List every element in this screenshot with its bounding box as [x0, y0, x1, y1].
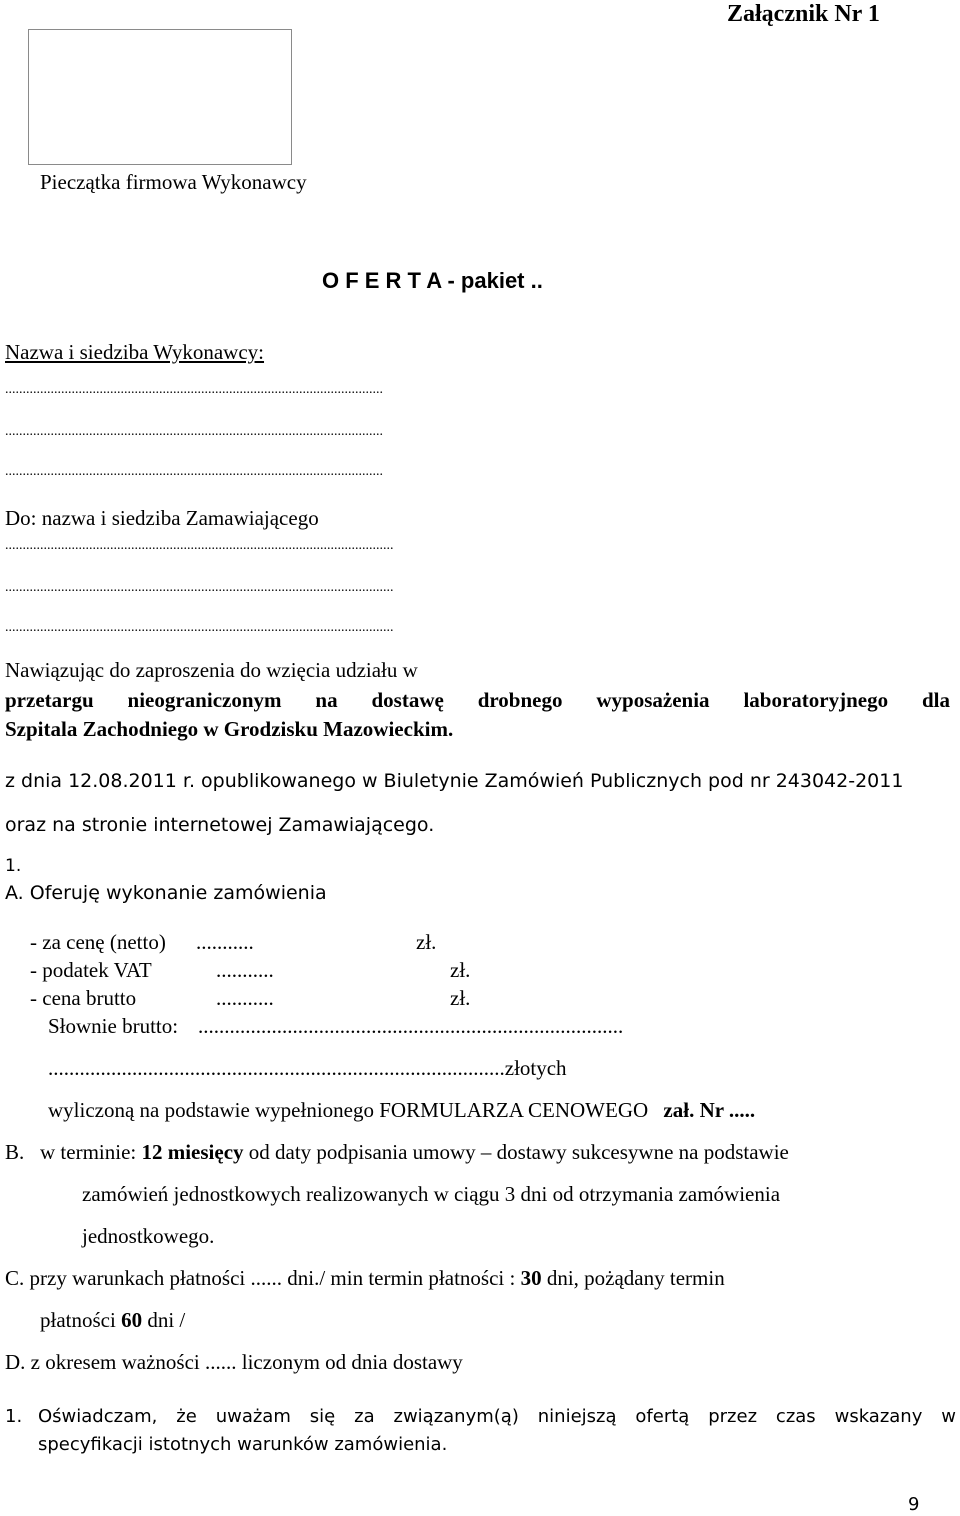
publication-info: z dnia 12.08.2011 r. opublikowanego w Biuletynie Zamówień Publicznych pod nr 243042-2011 [5, 770, 904, 792]
contractor-dotted-line-3: ............................................................................................................ [5, 464, 383, 479]
payment-terms-prefix: C. przy warunkach płatności ...... dni./ min termin płatności : [5, 1266, 521, 1290]
client-dotted-line-3: ............................................................................................................... [5, 620, 394, 635]
payment-terms-suffix: dni, pożądany termin [541, 1266, 725, 1290]
hospital-name: Szpitala Zachodniego w Grodzisku Mazowieckim. [5, 717, 454, 741]
declaration-number: 1. [5, 1406, 23, 1427]
attachment-label: Załącznik Nr 1 [727, 1, 880, 27]
amount-in-words-dots: ................................................................................. [198, 1014, 624, 1038]
page-number: 9 [908, 1494, 920, 1515]
amount-in-words-line-2: .......................................................................................złotych [48, 1056, 567, 1080]
preferred-payment-days: 60 [121, 1308, 143, 1332]
contractor-dotted-line-1: ............................................................................................................ [5, 382, 383, 397]
vat-label: - podatek VAT [30, 958, 152, 982]
section-a-heading: A. Oferuję wykonanie zamówienia [5, 882, 327, 904]
section-b-line-2: zamówień jednostkowych realizowanych w ciągu 3 dni od otrzymania zamówienia [82, 1182, 781, 1206]
delivery-term: 12 miesięcy [141, 1140, 244, 1164]
price-form-attachment: zał. Nr ..... [663, 1098, 756, 1122]
gross-price-label: - cena brutto [30, 986, 137, 1010]
section-b-letter: B. [5, 1140, 25, 1164]
section-c-line-2 [40, 1308, 185, 1333]
section-b-line-3: jednostkowego. [82, 1224, 215, 1248]
min-payment-days: 30 [520, 1266, 542, 1290]
declaration-line-1: Oświadczam, że uważam się za związanym(ą) niniejszą ofertą przez czas wskazany w [38, 1406, 956, 1427]
client-dotted-line-2: ............................................................................................................... [5, 580, 394, 595]
preferred-payment-prefix: płatności [40, 1308, 122, 1332]
publication-website: oraz na stronie internetowej Zamawiającego. [5, 814, 435, 836]
declaration-line-2: specyfikacji istotnych warunków zamówienia. [38, 1434, 448, 1455]
section-b-line-1 [40, 1140, 789, 1165]
gross-price-currency: zł. [450, 986, 471, 1010]
calculation-basis-text: wyliczoną na podstawie wypełnionego FORMULARZA CENOWEGO [48, 1098, 649, 1122]
gross-price-dots: ........... [216, 986, 274, 1010]
section-c-line-1 [5, 1266, 725, 1291]
point-number: 1. [5, 856, 22, 876]
vat-dots: ........... [216, 958, 274, 982]
client-dotted-line-1: ............................................................................................................... [5, 538, 394, 553]
vat-currency: zł. [450, 958, 471, 982]
section-b-prefix: w terminie: [40, 1140, 142, 1164]
net-price-currency: zł. [416, 930, 437, 954]
stamp-caption: Pieczątka firmowa Wykonawcy [40, 170, 307, 194]
intro-line-1: Nawiązując do zaproszenia do wzięcia udziału w [5, 658, 418, 682]
section-d-validity: D. z okresem ważności ...... liczonym od dnia dostawy [5, 1350, 463, 1374]
amount-in-words-label: Słownie brutto: [48, 1014, 179, 1038]
net-price-label: - za cenę (netto) [30, 930, 166, 954]
contractor-dotted-line-2: ............................................................................................................ [5, 424, 383, 439]
tender-subject: przetargu nieograniczonym na dostawę drobnego wyposażenia laboratoryjnego dla [5, 688, 950, 712]
contractor-label: Nazwa i siedziba Wykonawcy: [5, 340, 265, 364]
offer-title: O F E R T A - pakiet .. [322, 268, 543, 293]
calculation-basis [48, 1098, 755, 1123]
section-b-suffix: od daty podpisania umowy – dostawy sukcesywne na podstawie [243, 1140, 789, 1164]
company-stamp-box [28, 29, 292, 165]
preferred-payment-suffix: dni / [142, 1308, 186, 1332]
client-label: Do: nazwa i siedziba Zamawiającego [5, 506, 319, 530]
net-price-dots: ........... [196, 930, 254, 954]
